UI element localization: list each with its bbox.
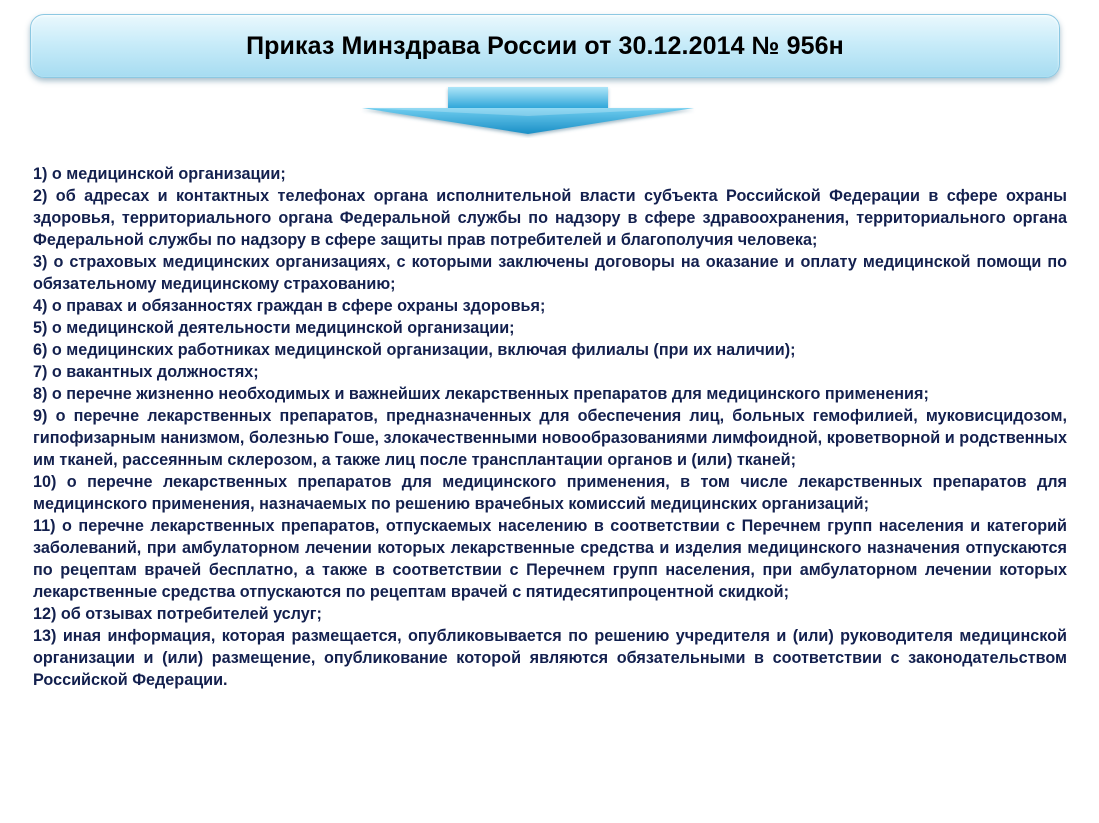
- info-list: [33, 163, 1067, 691]
- list-item: 4) о правах и обязанностях граждан в сфере охраны здоровья;: [33, 297, 546, 315]
- list-item: 6) о медицинских работниках медицинской организации, включая филиалы (при их наличии);: [33, 341, 796, 359]
- list-item: 10) о перечне лекарственных препаратов для медицинского применения, в том числе лекарственных препаратов для медицинского применения, назначаемых по решению врачебных комиссий медицинских организаций;: [33, 473, 1067, 513]
- list-item: 12) об отзывах потребителей услуг;: [33, 605, 322, 623]
- list-item: 3) о страховых медицинских организациях, с которыми заключены договоры на оказание и оплату медицинской помощи по обязательному медицинскому страхованию;: [33, 253, 1067, 293]
- down-arrow-icon: [360, 86, 696, 138]
- list-item: 1) о медицинской организации;: [33, 165, 286, 183]
- list-item: 11) о перечне лекарственных препаратов, отпускаемых населению в соответствии с Перечнем групп населения и категорий заболеваний, при амбулаторном лечении которых лекарственные средства и изделия медицинского назначения отпускаются по рецептам врачей бесплатно, а также в соответствии с Перечнем групп населения, при амбулаторном лечении которых лекарственные средства отпускаются по рецептам врачей с пятидесятипроцентной скидкой;: [33, 517, 1067, 601]
- page-title: Приказ Минздрава России от 30.12.2014 № 956н: [246, 31, 844, 60]
- title-banner: [30, 14, 1060, 78]
- list-item: 8) о перечне жизненно необходимых и важнейших лекарственных препаратов для медицинского применения;: [33, 385, 929, 403]
- list-item: 7) о вакантных должностях;: [33, 363, 259, 381]
- list-item: 9) о перечне лекарственных препаратов, предназначенных для обеспечения лиц, больных гемофилией, муковисцидозом, гипофизарным нанизмом, болезнью Гоше, злокачественными новообразованиями лимфоидной, кроветворной и родственных им тканей, рассеянным склерозом, а также лиц после трансплантации органов и (или) тканей;: [33, 407, 1067, 469]
- list-item: 13) иная информация, которая размещается, опубликовывается по решению учредителя и (или) руководителя медицинской организации и (или) размещение, опубликование которой являются обязательными в соответствии с законодательством Российской Федерации.: [33, 627, 1067, 689]
- list-item: 2) об адресах и контактных телефонах органа исполнительной власти субъекта Российской Федерации в сфере охраны здоровья, территориального органа Федеральной службы по надзору в сфере здравоохранения, территориального органа Федеральной службы по надзору в сфере защиты прав потребителей и благополучия человека;: [33, 187, 1067, 249]
- list-item: 5) о медицинской деятельности медицинской организации;: [33, 319, 515, 337]
